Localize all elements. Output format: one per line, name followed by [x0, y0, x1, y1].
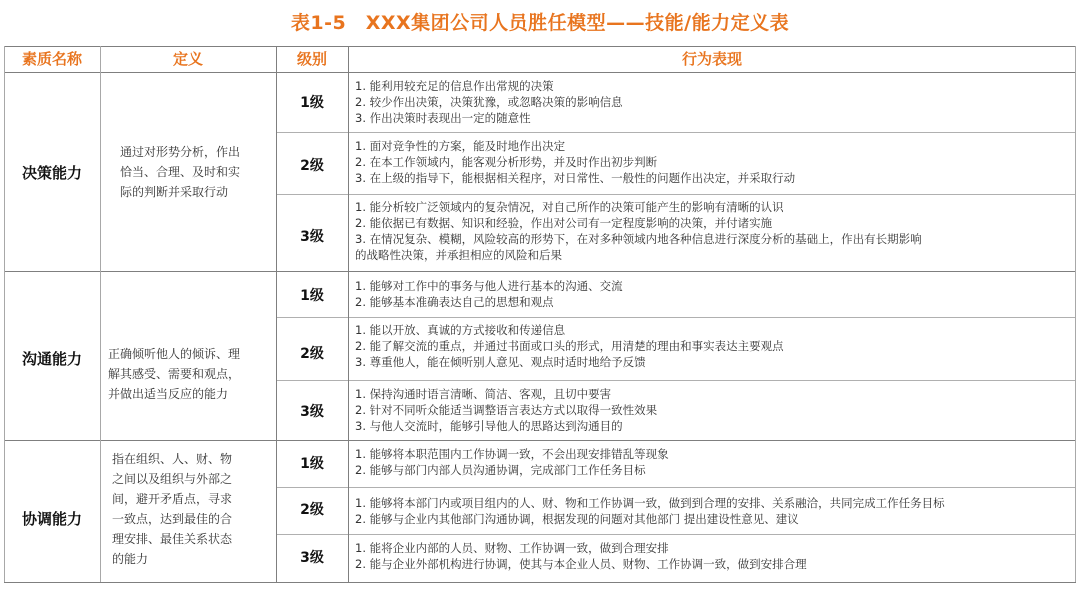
behavior-item: 2. 能够与企业内其他部门沟通协调，根据发现的问题对其他部门 提出建设性意见、建议	[355, 512, 799, 526]
behavior-item: 3. 作出决策时表现出一定的随意性	[355, 111, 531, 125]
behavior-item: 的战略性决策，并承担相应的风险和后果	[355, 248, 562, 262]
level-label: 1级	[300, 288, 324, 304]
definition-line: 际的判断并采取行动	[120, 185, 229, 199]
definition-decision	[120, 142, 270, 202]
definition-line: 解其感受、需要和观点，	[108, 367, 241, 381]
level-label: 3级	[300, 229, 324, 245]
table-left-border	[4, 46, 5, 582]
behavior-item: 1. 能以开放、真诚的方式接收和传递信息	[355, 323, 566, 337]
behavior-item: 3. 与他人交流时，能够引导他人的思路达到沟通目的	[355, 419, 623, 433]
behavior-cell	[355, 138, 1073, 186]
level-divider	[276, 317, 1076, 318]
table-title: 表1-5 XXX集团公司人员胜任模型——技能/能力定义表	[290, 12, 790, 34]
level-label: 1级	[300, 95, 324, 111]
competency-name-communication: 沟通能力	[21, 350, 82, 368]
definition-line: 的能力	[112, 552, 149, 566]
level-divider	[276, 487, 1076, 488]
behavior-item: 1. 能够对工作中的事务与他人进行基本的沟通、交流	[355, 279, 623, 293]
behavior-item: 2. 在本工作领域内，能客观分析形势，并及时作出初步判断	[355, 155, 658, 169]
definition-line: 通过对形势分析，作出	[120, 145, 241, 159]
behavior-item: 3. 在情况复杂、模糊，风险较高的形势下，在对多种领域内地各种信息进行深度分析的基础上，作出有长期影响	[355, 232, 922, 246]
level-divider	[276, 534, 1076, 535]
level-label: 3级	[300, 550, 324, 566]
behavior-cell	[355, 78, 1073, 126]
behavior-item: 3. 尊重他人，能在倾听别人意见、观点时适时地给予反馈	[355, 355, 646, 369]
definition-line: 正确倾听他人的倾诉、理	[108, 347, 241, 361]
definition-line: 指在组织、人、财、物	[112, 452, 233, 466]
behavior-item: 1. 能分析较广泛领域内的复杂情况，对自己所作的决策可能产生的影响有清晰的认识	[355, 200, 784, 214]
behavior-cell	[355, 278, 1073, 310]
level-label: 2级	[300, 346, 324, 362]
behavior-cell	[355, 322, 1073, 370]
definition-line: 之间以及组织与外部之	[112, 472, 233, 486]
behavior-item: 1. 能够将本职范围内工作协调一致，不会出现安排错乱等现象	[355, 447, 669, 461]
behavior-item: 2. 较少作出决策，决策犹豫，或忽略决策的影响信息	[355, 95, 623, 109]
definition-line: 理安排、最佳关系状态	[112, 532, 233, 546]
behavior-item: 2. 能了解交流的重点，并通过书面或口头的形式，用清楚的理由和事实表达主要观点	[355, 339, 784, 353]
behavior-cell	[355, 199, 1073, 263]
definition-line: 恰当、合理、及时和实	[120, 165, 241, 179]
level-label: 1级	[300, 456, 324, 472]
column-divider	[100, 46, 101, 582]
definition-coordination	[112, 449, 272, 569]
header-name: 素质名称	[21, 50, 82, 68]
behavior-item: 2. 能够基本准确表达自己的思想和观点	[355, 295, 554, 309]
behavior-item: 1. 能将企业内部的人员、财物、工作协调一致，做到合理安排	[355, 541, 669, 555]
behavior-item: 2. 能与企业外部机构进行协调，使其与本企业人员、财物、工作协调一致，做到安排合理	[355, 557, 807, 571]
table-top-border	[4, 46, 1076, 47]
behavior-item: 2. 能够与部门内部人员沟通协调，完成部门工作任务目标	[355, 463, 646, 477]
behavior-item: 1. 能利用较充足的信息作出常规的决策	[355, 79, 554, 93]
header-behavior: 行为表现	[681, 50, 742, 68]
behavior-cell	[355, 446, 1073, 478]
definition-communication	[108, 344, 274, 404]
behavior-item: 1. 保持沟通时语言清晰、简洁、客观，且切中要害	[355, 387, 612, 401]
competency-name-decision: 决策能力	[21, 164, 82, 182]
behavior-item: 1. 能够将本部门内或项目组内的人、财、物和工作协调一致，做到到合理的安排、关系融洽，共同完成工作任务目标	[355, 496, 945, 510]
level-label: 2级	[300, 502, 324, 518]
behavior-cell	[355, 386, 1073, 434]
definition-line: 一致点，达到最佳的合	[112, 512, 233, 526]
column-divider	[348, 46, 349, 582]
behavior-item: 1. 面对竞争性的方案，能及时地作出决定	[355, 139, 566, 153]
definition-line: 并做出适当反应的能力	[108, 387, 229, 401]
table-bottom-border	[4, 582, 1076, 583]
level-divider	[276, 132, 1076, 133]
table-right-border	[1075, 46, 1076, 582]
level-label: 2级	[300, 158, 324, 174]
level-divider	[276, 380, 1076, 381]
behavior-item: 2. 能依据已有数据、知识和经验，作出对公司有一定程度影响的决策，并付诸实施	[355, 216, 773, 230]
competency-name-coordination: 协调能力	[21, 510, 82, 528]
header-definition: 定义	[172, 50, 203, 68]
group-divider	[4, 440, 1076, 441]
behavior-cell	[355, 495, 1073, 527]
behavior-cell	[355, 540, 1073, 572]
header-level: 级别	[296, 50, 327, 68]
level-label: 3级	[300, 404, 324, 420]
behavior-item: 3. 在上级的指导下，能根据相关程序，对日常性、一般性的问题作出决定，并采取行动	[355, 171, 796, 185]
behavior-item: 2. 针对不同听众能适当调整语言表达方式以取得一致性效果	[355, 403, 658, 417]
definition-line: 间，避开矛盾点，寻求	[112, 492, 233, 506]
level-divider	[276, 194, 1076, 195]
group-divider	[4, 271, 1076, 272]
header-bottom-border	[4, 72, 1076, 73]
